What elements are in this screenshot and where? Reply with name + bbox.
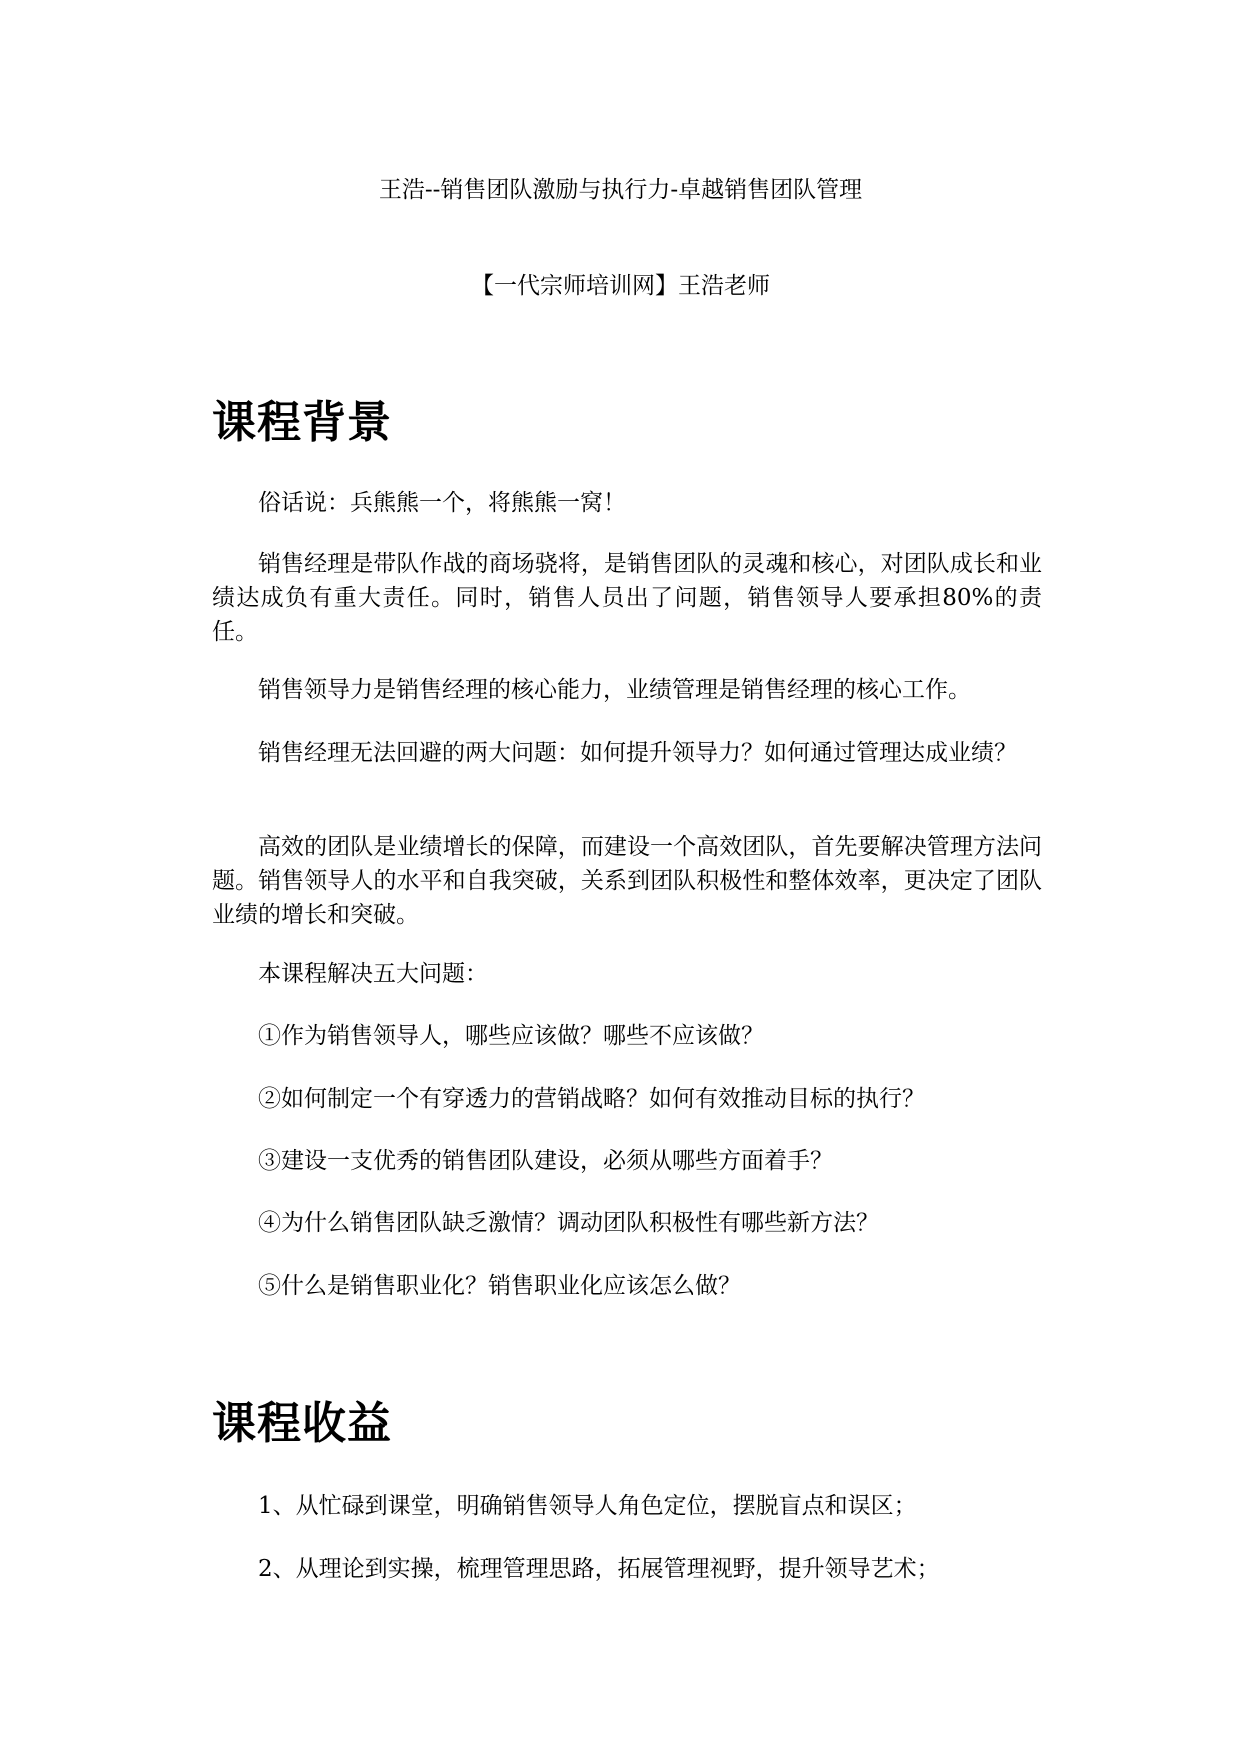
paragraph-efficient-team: 高效的团队是业绩增长的保障，而建设一个高效团队，首先要解决管理方法问题。销售领导人的水平和自我突破，关系到团队积极性和整体效率，更决定了团队业绩的增长和突破。 (212, 834, 1042, 928)
paragraph-two-questions: 销售经理无法回避的两大问题：如何提升领导力？如何通过管理达成业绩？ (258, 740, 1017, 766)
paragraph-proverb: 俗话说：兵熊熊一个，将熊熊一窝！ (258, 490, 626, 516)
paragraph-leadership-core: 销售领导力是销售经理的核心能力，业绩管理是销售经理的核心工作。 (258, 677, 971, 703)
list-item-benefit-2: 2、从理论到实操，梳理管理思路，拓展管理视野，提升领导艺术； (258, 1556, 940, 1582)
section-heading-benefits: 课程收益 (212, 1398, 392, 1449)
paragraph-five-problems-intro: 本课程解决五大问题： (258, 961, 488, 987)
list-item-problem-1: ①作为销售领导人，哪些应该做？哪些不应该做？ (258, 1023, 764, 1049)
list-item-benefit-1: 1、从忙碌到课堂，明确销售领导人角色定位，摆脱盲点和误区； (258, 1493, 917, 1519)
list-item-problem-5: ⑤什么是销售职业化？销售职业化应该怎么做？ (258, 1273, 741, 1299)
list-item-problem-3: ③建设一支优秀的销售团队建设，必须从哪些方面着手？ (258, 1148, 833, 1174)
section-heading-background: 课程背景 (212, 397, 392, 448)
list-item-problem-4: ④为什么销售团队缺乏激情？调动团队积极性有哪些新方法？ (258, 1210, 879, 1236)
document-title: 王浩--销售团队激励与执行力-卓越销售团队管理 (378, 177, 863, 203)
paragraph-sales-manager-role: 销售经理是带队作战的商场骁将，是销售团队的灵魂和核心，对团队成长和业绩达成负有重大责任。同时，销售人员出了问题，销售领导人要承担80%的责任。 (212, 551, 1042, 645)
document-subtitle: 【一代宗师培训网】王浩老师 (471, 273, 770, 299)
list-item-problem-2: ②如何制定一个有穿透力的营销战略？如何有效推动目标的执行？ (258, 1086, 925, 1112)
